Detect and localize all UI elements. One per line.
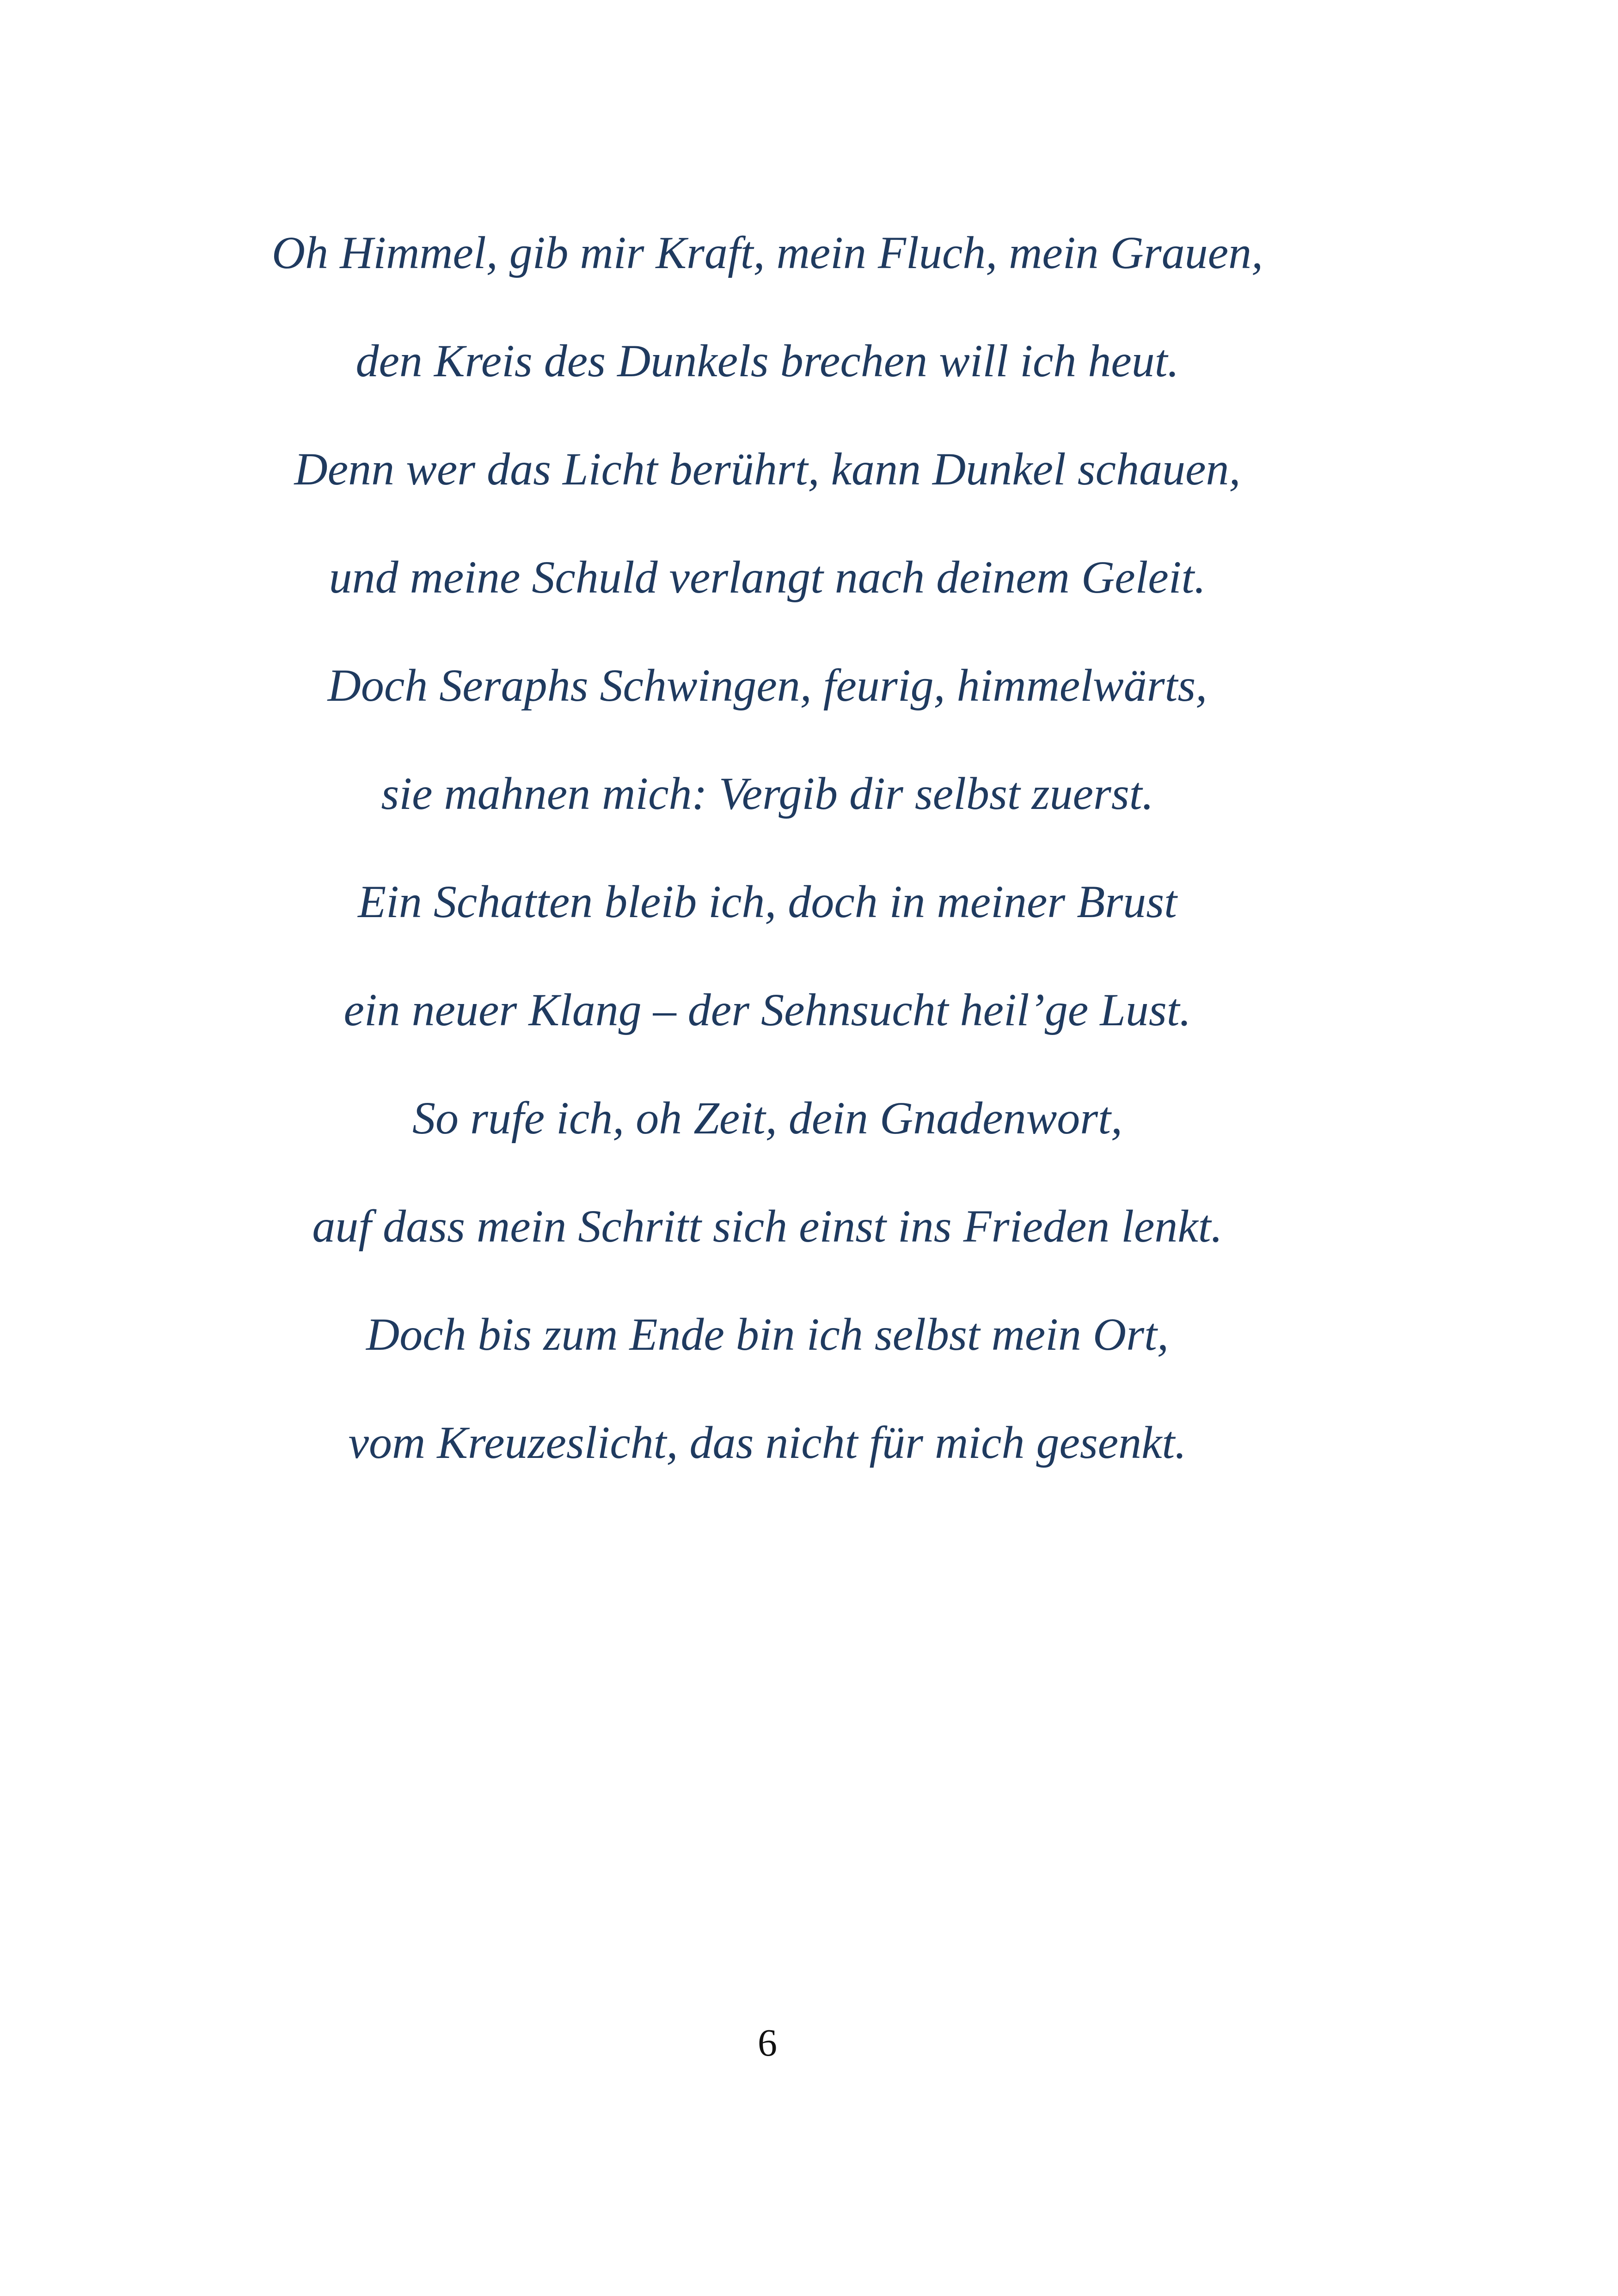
poem-line-2: den Kreis des Dunkels brechen will ich heut. bbox=[355, 335, 1179, 386]
poem-line-10: auf dass mein Schritt sich einst ins Frieden lenkt. bbox=[312, 1200, 1223, 1252]
poem-line-5: Doch Seraphs Schwingen, feurig, himmelwärts, bbox=[327, 660, 1207, 711]
poem-line-12: vom Kreuzeslicht, das nicht für mich gesenkt. bbox=[348, 1417, 1187, 1468]
poem-line-8: ein neuer Klang – der Sehnsucht heil’ge Lust. bbox=[343, 984, 1191, 1035]
poem-line-11: Doch bis zum Ende bin ich selbst mein Ort, bbox=[366, 1309, 1169, 1360]
page-number: 6 bbox=[758, 2021, 777, 2064]
poem-line-9: So rufe ich, oh Zeit, dein Gnadenwort, bbox=[412, 1092, 1122, 1144]
poem-line-7: Ein Schatten bleib ich, doch in meiner Brust bbox=[358, 876, 1177, 927]
poem-stanza bbox=[0, 199, 1535, 1497]
poem-line-3: Denn wer das Licht berührt, kann Dunkel schauen, bbox=[294, 443, 1241, 495]
poem-line-6: sie mahnen mich: Vergib dir selbst zuerst. bbox=[381, 768, 1154, 819]
poem-line-1: Oh Himmel, gib mir Kraft, mein Fluch, mein Grauen, bbox=[271, 227, 1263, 278]
poem-line-4: und meine Schuld verlangt nach deinem Geleit. bbox=[329, 551, 1206, 603]
